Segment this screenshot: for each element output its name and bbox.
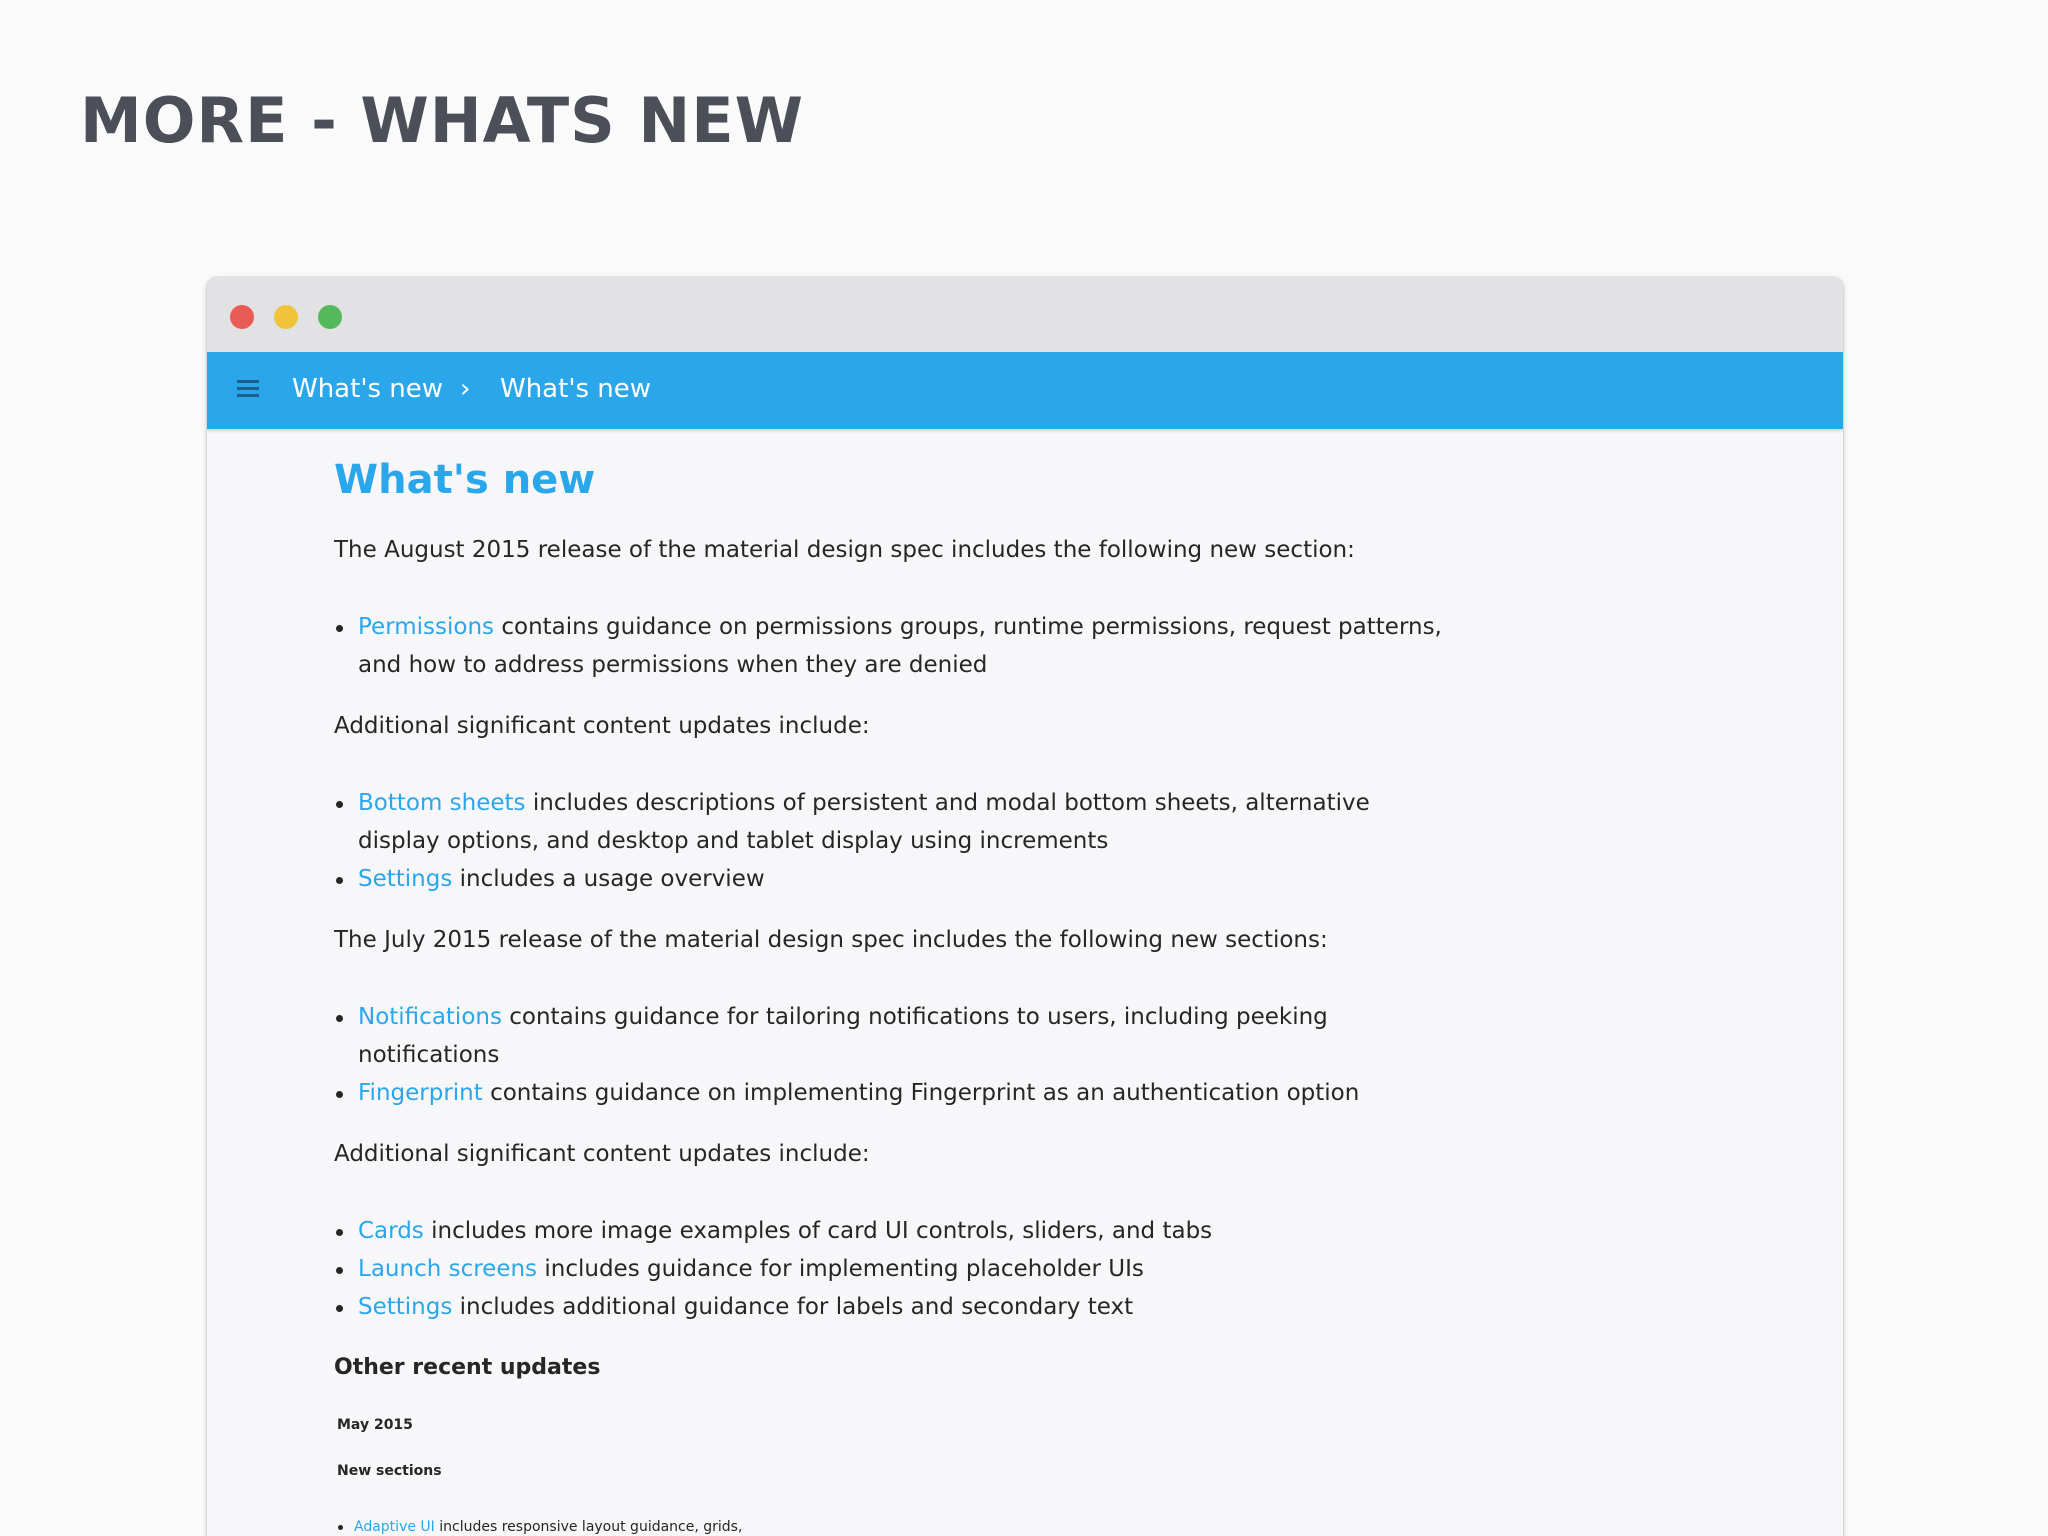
- chevron-right-icon: ›: [460, 374, 471, 404]
- launch-screens-link[interactable]: Launch screens: [358, 1256, 538, 1282]
- article-content: [334, 455, 1634, 1536]
- list-item: Launch screens includes guidance for implementing placeholder UIs: [334, 1250, 1444, 1288]
- breadcrumb-item-current: What's new: [500, 374, 652, 404]
- list-item: Settings includes additional guidance for labels and secondary text: [334, 1288, 1444, 1326]
- adaptive-ui-link[interactable]: Adaptive UI: [354, 1519, 435, 1535]
- fingerprint-link[interactable]: Fingerprint: [358, 1080, 483, 1106]
- july-new-list: [334, 998, 1634, 1112]
- may-list: [334, 1517, 1634, 1536]
- cards-link[interactable]: Cards: [358, 1218, 424, 1244]
- settings-link[interactable]: Settings: [358, 866, 453, 892]
- new-sections-heading: New sections: [337, 1463, 442, 1479]
- bottom-sheets-link[interactable]: Bottom sheets: [358, 790, 526, 816]
- august-updates-list: [334, 784, 1634, 898]
- list-item: Adaptive UI includes responsive layout guidance, grids,: [334, 1517, 1634, 1536]
- window-titlebar: [207, 277, 1843, 352]
- zoom-window-button[interactable]: [318, 305, 342, 329]
- other-updates-heading: Other recent updates: [334, 1355, 601, 1380]
- may-2015-heading: May 2015: [337, 1417, 413, 1433]
- browser-window: [207, 277, 1843, 1536]
- app-bar: [207, 352, 1843, 429]
- minimize-window-button[interactable]: [274, 305, 298, 329]
- hamburger-menu-icon[interactable]: [237, 380, 259, 398]
- permissions-link[interactable]: Permissions: [358, 614, 495, 640]
- list-item: Notifications contains guidance for tailoring notifications to users, including peeking notifications: [334, 998, 1444, 1074]
- july-intro: The July 2015 release of the material design spec includes the following new sections:: [334, 927, 1328, 953]
- close-window-button[interactable]: [230, 305, 254, 329]
- additional-updates-label-2: Additional significant content updates include:: [334, 1141, 870, 1167]
- list-item: Settings includes a usage overview: [334, 860, 1444, 898]
- list-item: Bottom sheets includes descriptions of persistent and modal bottom sheets, alternative display options, and desktop and tablet display using increments: [334, 784, 1444, 860]
- august-new-list: [334, 608, 1634, 684]
- breadcrumb-item-parent[interactable]: What's new: [292, 374, 444, 404]
- page-heading: What's new: [334, 457, 596, 503]
- settings-link-2[interactable]: Settings: [358, 1294, 453, 1320]
- list-item: Permissions contains guidance on permissions groups, runtime permissions, request patterns, and how to address permissions when they are denied: [334, 608, 1444, 684]
- july-updates-list: [334, 1212, 1634, 1326]
- list-item: Cards includes more image examples of card UI controls, sliders, and tabs: [334, 1212, 1444, 1250]
- august-intro: The August 2015 release of the material design spec includes the following new section:: [334, 537, 1355, 563]
- list-item: Fingerprint contains guidance on implementing Fingerprint as an authentication option: [334, 1074, 1444, 1112]
- notifications-link[interactable]: Notifications: [358, 1004, 502, 1030]
- additional-updates-label: Additional significant content updates include:: [334, 713, 870, 739]
- slide-title: MORE - WHATS NEW: [80, 84, 805, 157]
